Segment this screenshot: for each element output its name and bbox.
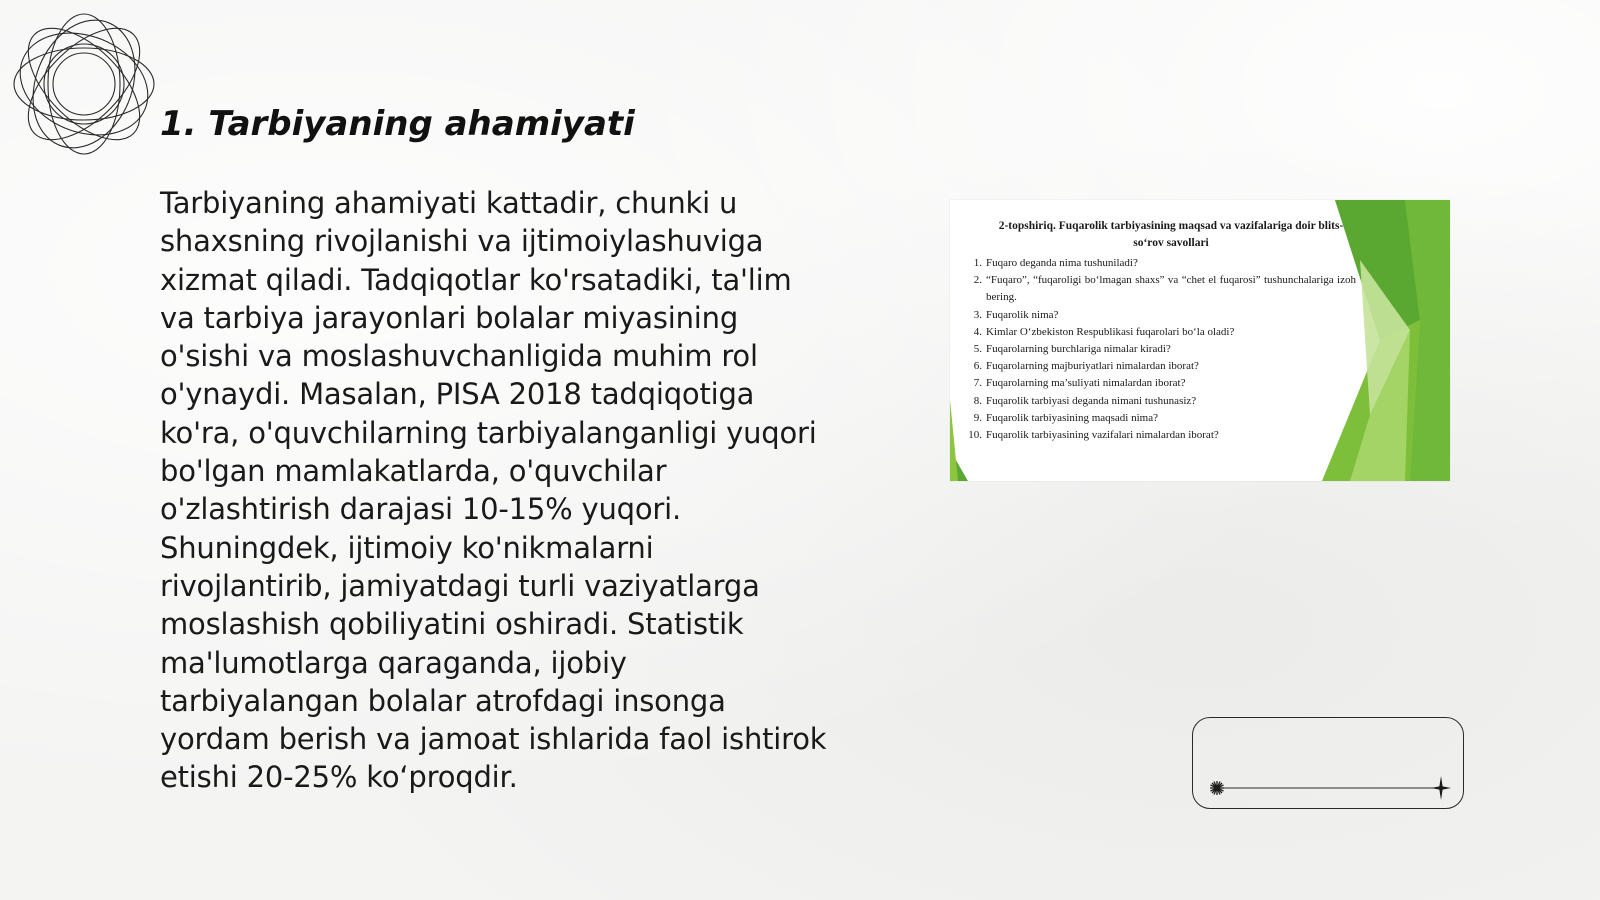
list-item: 6. Fuqarolarning majburiyatlari nimalardan iborat?	[973, 360, 1199, 373]
task-card-image	[950, 200, 1450, 481]
list-item: 8. Fuqarolik tarbiyasi deganda nimani tushunasiz?	[973, 394, 1197, 407]
list-item: 5. Fuqarolarning burchlariga nimalar kiradi?	[973, 343, 1171, 356]
slide-title: 1. Tarbiyaning ahamiyati	[160, 104, 635, 144]
decorative-frame	[1192, 717, 1464, 809]
list-item: 1. Fuqaro deganda nima tushuniladi?	[973, 257, 1138, 269]
sparkle-icon	[1210, 781, 1224, 795]
list-item: 10. Fuqarolik tarbiyasining vazifalari nimalardan iborat?	[968, 429, 1219, 442]
slide-body-text: Tarbiyaning ahamiyati kattadir, chunki u shaxsning rivojlanishi va ijtimoiylashuviga xizmat qiladi. Tadqiqotlar ko'rsatadiki, ta'lim va tarbiya jarayonlari bolalar miyasining o'sishi va moslashuvchanligida muhim rol o'ynaydi. Masalan, PISA 2018 tadqiqotiga ko'ra, o'quvchilarning tarbiyalanganligi yuqori bo'lgan mamlakatlarda, o'quvchilar o'zlashtirish darajasi 10-15% yuqori. Shuningdek, ijtimoiy ko'nikmalarni rivojlantirib, jamiyatdagi turli vaziyatlarga moslashish qobiliyatini oshiradi. Statistik ma'lumotlarga qaraganda, ijobiy tarbiyalangan bolalar atrofdagi insonga yordam berish va jamoat ishlarida faol ishtirok etishi 20-25% ko‘proqdir.	[160, 186, 827, 795]
star-cross-icon	[1431, 776, 1451, 800]
list-item: 2. “Fuqaro”, “fuqaroligi bo‘lmagan shaxs” va “chet el fuqarosi” tushunchalariga izoh bering.	[973, 274, 1356, 304]
list-item: 9. Fuqarolik tarbiyasining maqsadi nima?	[973, 411, 1158, 424]
list-item: 7. Fuqarolarning ma’suliyati nimalardan iborat?	[973, 377, 1186, 390]
interlaced-circles-icon	[10, 10, 158, 158]
question-list	[966, 255, 1356, 444]
list-item: 4. Kimlar O‘zbekiston Respublikasi fuqarolari bo‘la oladi?	[973, 325, 1235, 338]
task-heading: 2-topshiriq. Fuqarolik tarbiyasining maqsad va vazifalariga doir blits-so‘rov savollari	[998, 220, 1344, 249]
list-item: 3. Fuqarolik nima?	[973, 308, 1059, 321]
